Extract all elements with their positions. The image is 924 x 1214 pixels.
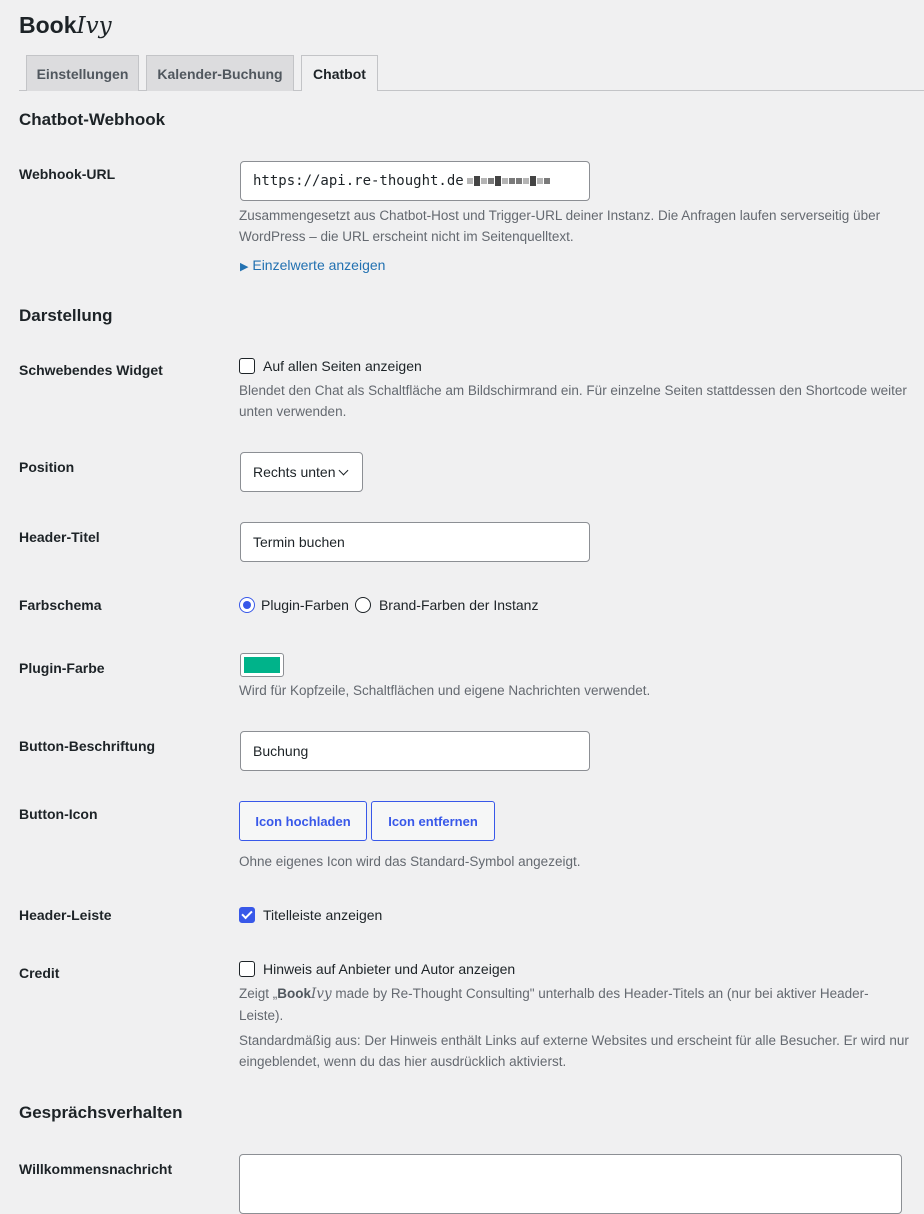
redacted-pixels (466, 173, 550, 189)
floating-widget-label: Schwebendes Widget (19, 362, 163, 378)
tab-einstellungen[interactable]: Einstellungen (26, 55, 139, 91)
tab-kalender-buchung[interactable]: Kalender-Buchung (146, 55, 294, 91)
credit-desc-prefix: Zeigt „ (239, 986, 278, 1001)
credit-checkbox-label: Hinweis auf Anbieter und Autor anzeigen (263, 961, 516, 977)
brand-logo (19, 12, 112, 39)
header-title-value: Termin buchen (253, 534, 345, 550)
floating-widget-checkbox[interactable] (239, 358, 255, 374)
credit-description-2: Standardmäßig aus: Der Hinweis enthält Links auf externe Websites und erscheint für alle Besucher. Er wird nur eingeblendet, wenn du das hier ausdrücklich aktivierst. (239, 1033, 909, 1069)
plugin-color-label: Plugin-Farbe (19, 660, 105, 676)
button-label-label: Button-Beschriftung (19, 738, 156, 754)
tab-chatbot[interactable]: Chatbot (301, 55, 378, 91)
brand-name-bold: Book (19, 12, 77, 38)
color-scheme-options (239, 597, 538, 613)
radio-brand-colors[interactable] (355, 597, 371, 613)
header-bar-label: Header-Leiste (19, 907, 112, 923)
credit-desc-suffix: made by Re-Thought Consulting" unterhalb des Header-Titels an (nur bei aktiver Header-Leiste). (239, 986, 869, 1023)
section-title-conversation: Gesprächsverhalten (19, 1103, 183, 1122)
button-icon-description: Ohne eigenes Icon wird das Standard-Symbol angezeigt. (239, 854, 581, 869)
brand-name-italic: Ivy (76, 13, 112, 39)
welcome-message-textarea[interactable] (239, 1154, 902, 1214)
upload-icon-button[interactable]: Icon hochladen (239, 801, 367, 841)
webhook-url-value: https://api.re-thought.de (253, 173, 464, 189)
details-toggle[interactable] (240, 257, 385, 273)
credit-option[interactable] (239, 961, 515, 977)
credit-description-1 (239, 983, 909, 1026)
color-picker-button[interactable] (240, 653, 284, 677)
credit-desc-brand-italic: Ivy (311, 986, 332, 1002)
floating-widget-description: Blendet den Chat als Schaltfläche am Bildschirmrand ein. Für einzelne Seiten stattdessen den Shortcode weiter unten verwenden. (239, 383, 907, 419)
header-bar-checkbox[interactable] (239, 907, 255, 923)
button-icon-label: Button-Icon (19, 806, 98, 822)
credit-checkbox[interactable] (239, 961, 255, 977)
webhook-description: Zusammengesetzt aus Chatbot-Host und Trigger-URL deiner Instanz. Die Anfragen laufen serverseitig über WordPress – die URL erscheint nicht im Seitenquelltext. (239, 208, 881, 244)
triangle-right-icon: ▶ (240, 261, 249, 273)
header-title-label: Header-Titel (19, 529, 100, 545)
button-label-value: Buchung (253, 743, 309, 759)
welcome-message-label: Willkommensnachricht (19, 1161, 173, 1177)
chevron-down-icon (338, 465, 348, 475)
section-title-webhook: Chatbot-Webhook (19, 110, 166, 129)
remove-icon-button[interactable]: Icon entfernen (371, 801, 495, 841)
header-bar-checkbox-label: Titelleiste anzeigen (263, 907, 383, 923)
webhook-url-label: Webhook-URL (19, 166, 116, 182)
position-label: Position (19, 459, 75, 475)
header-bar-option[interactable] (239, 907, 382, 923)
credit-label: Credit (19, 965, 60, 981)
webhook-url-field[interactable] (240, 161, 590, 201)
floating-widget-checkbox-label: Auf allen Seiten anzeigen (263, 358, 422, 374)
section-title-appearance: Darstellung (19, 306, 113, 325)
button-label-input[interactable] (240, 731, 590, 771)
details-link-label: Einzelwerte anzeigen (252, 257, 386, 273)
radio-plugin-colors[interactable] (239, 597, 255, 613)
radio-plugin-colors-label[interactable]: Plugin-Farben (261, 597, 349, 613)
color-scheme-label: Farbschema (19, 597, 102, 613)
color-swatch (244, 657, 280, 673)
credit-desc-brand-bold: Book (277, 986, 312, 1001)
position-select[interactable] (240, 452, 363, 492)
position-selected-value: Rechts unten (253, 464, 336, 480)
floating-widget-option[interactable] (239, 358, 422, 374)
header-title-input[interactable] (240, 522, 590, 562)
plugin-color-description: Wird für Kopfzeile, Schaltflächen und eigene Nachrichten verwendet. (239, 683, 651, 698)
radio-brand-colors-label[interactable]: Brand-Farben der Instanz (378, 597, 539, 613)
